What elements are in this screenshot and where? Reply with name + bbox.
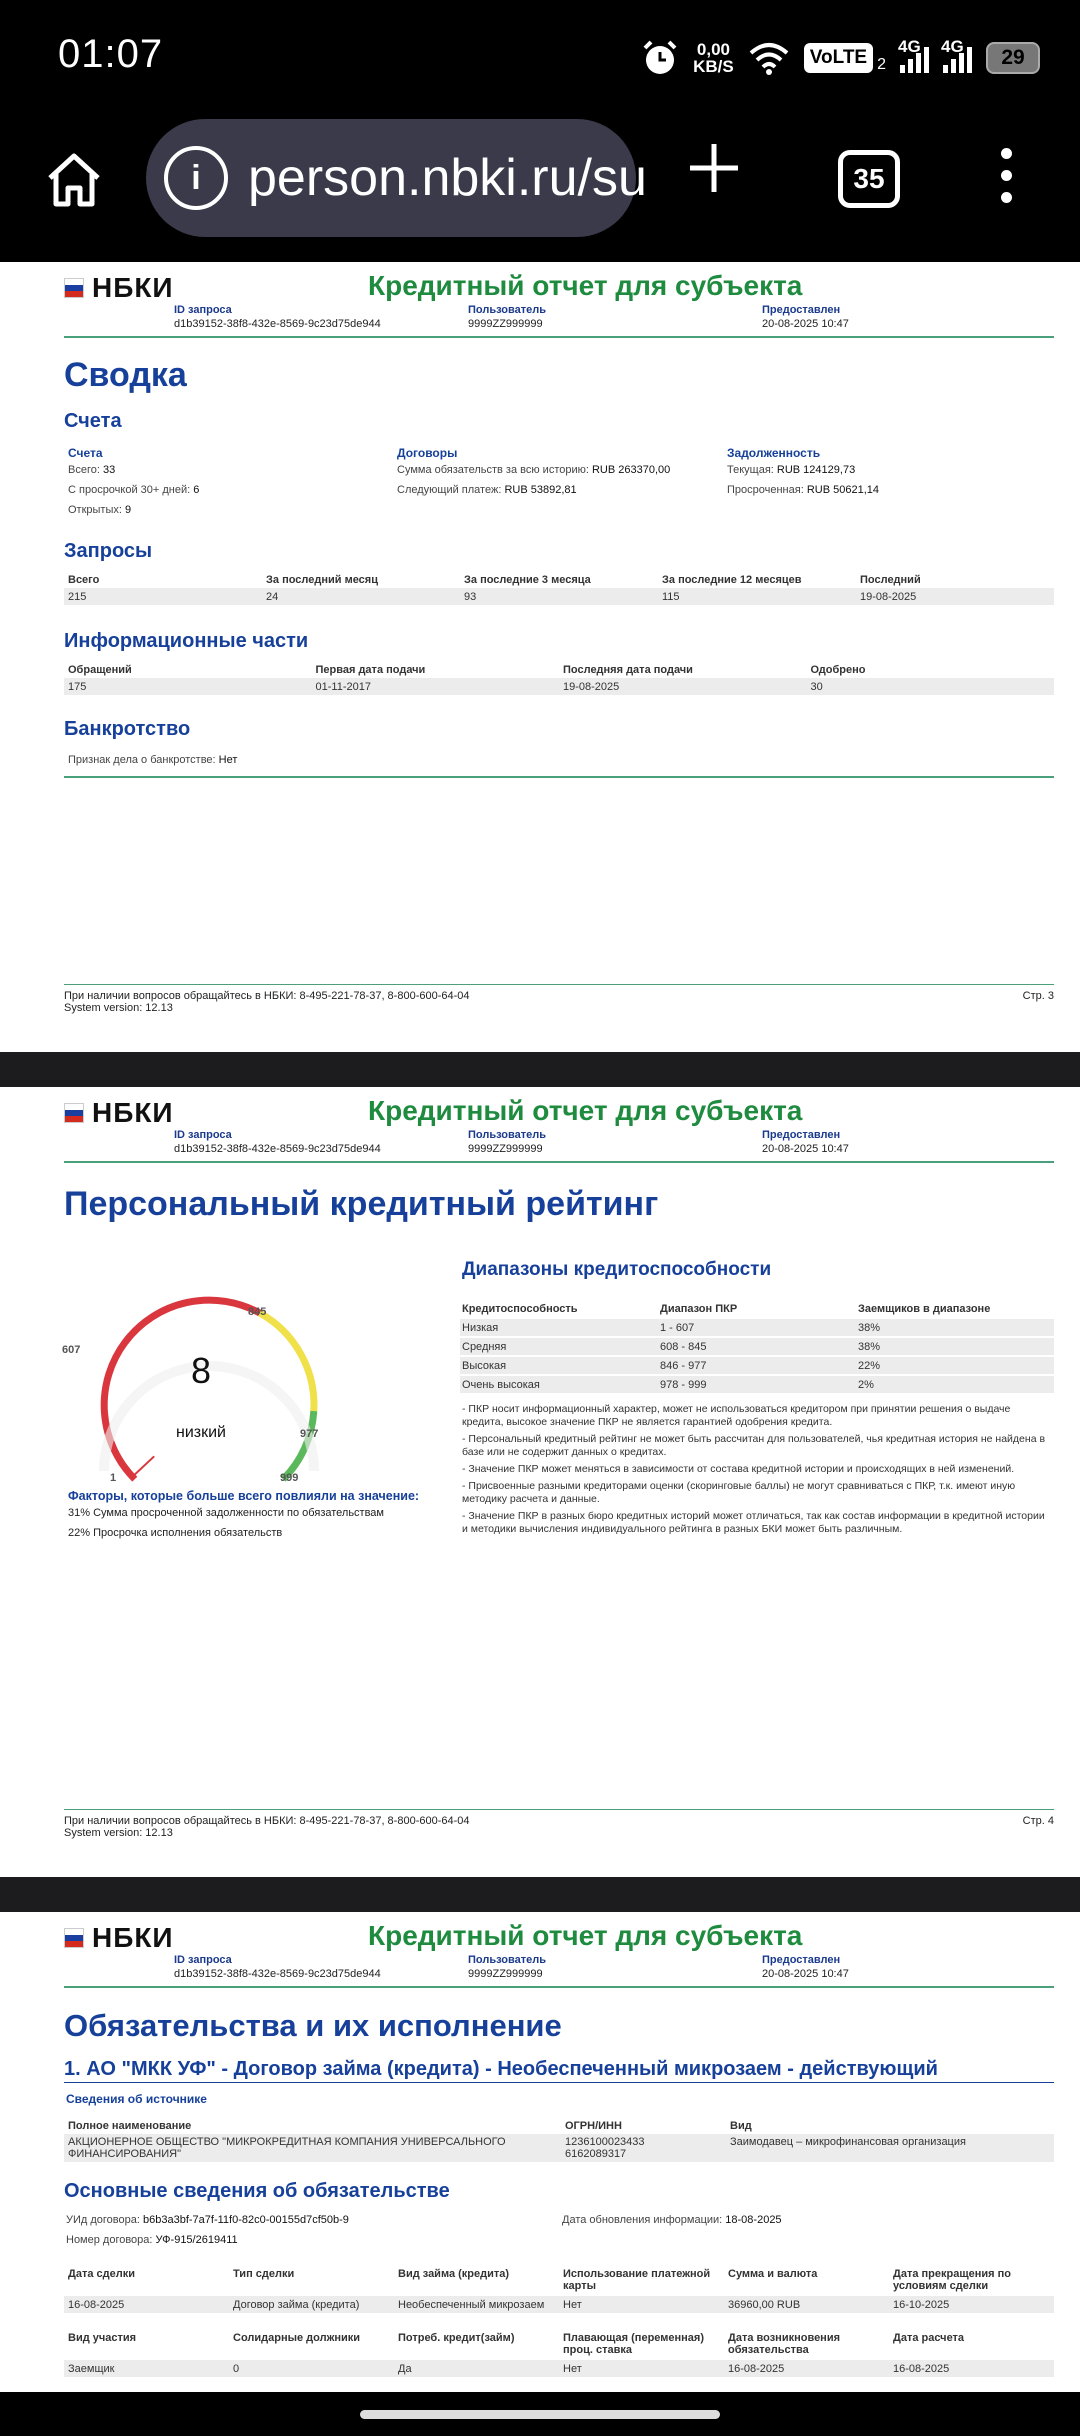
alarm-icon: [641, 39, 679, 77]
flag-icon: [64, 1103, 84, 1123]
debt-overdue: Просроченная: RUB 50621,14: [727, 484, 879, 496]
report-title: Кредитный отчет для субъекта: [368, 1920, 803, 1951]
accounts-total: Всего: 33: [68, 464, 116, 476]
debt-col-title: Задолженность: [727, 446, 821, 460]
table-row: 215 24 93 115 19-08-2025: [64, 588, 1054, 605]
table-row: 175 01-11-2017 19-08-2025 30: [64, 678, 1054, 695]
new-tab-icon[interactable]: [684, 138, 744, 198]
obligation-title: 1. АО "МКК УФ" - Договор займа (кредита) - Необеспеченный микрозаем - действующий: [64, 2058, 938, 2080]
debt-current: Текущая: RUB 124129,73: [727, 464, 856, 476]
address-bar[interactable]: [146, 119, 647, 237]
section-title: Обязательства и их исполнение: [64, 2008, 562, 2043]
bankruptcy-flag: Признак дела о банкротстве: Нет: [68, 754, 238, 766]
rating-word: низкий: [176, 1424, 226, 1441]
gauge-tick-607: 607: [62, 1344, 81, 1356]
report-page-4: [0, 1087, 1080, 1877]
divider: [64, 776, 1054, 778]
report-title: Кредитный отчет для субъекта: [368, 1095, 803, 1126]
report-footer: При наличии вопросов обращайтесь в НБКИ: 8-495-221-78-37, 8-800-600-64-04 System version: 12.13 Стр. 4: [64, 1815, 1054, 1839]
tabs-count-button[interactable]: 35: [838, 150, 900, 208]
menu-icon[interactable]: [996, 148, 1016, 208]
flag-icon: [64, 278, 84, 298]
gauge-tick-999: 999: [280, 1472, 299, 1484]
report-header: [0, 1912, 1080, 1980]
gauge-needle: [132, 1456, 154, 1477]
accounts-overdue: С просрочкой 30+ дней: 6: [68, 484, 200, 496]
url-text: person.nbki.ru/su: [248, 149, 647, 207]
gauge-tick-1: 1: [110, 1472, 117, 1484]
contracts-col-title: Договоры: [397, 446, 458, 460]
main-info-title: Основные сведения об обязательстве: [64, 2180, 450, 2202]
section-title: Сводка: [64, 356, 187, 394]
divider: [64, 2082, 1054, 2083]
home-gesture-bar[interactable]: [360, 2410, 720, 2419]
gauge-arc-low: [104, 1300, 260, 1479]
rating-notes: - ПКР носит информационный характер, может не использоваться кредитором при принятии решения о выдаче кредита, высокое значение ПКР не является гарантией одобрения кредита. - Персональный кредитный рейтинг не может быть рассчитан для пользователей, чья кредитная история не найдена в базе или не содержит данных о кредитах. - Значение ПКР может меняться в зависимости от состава кредитной истории и происходящих в ней изменений. - Присвоенные разными кредиторами оценки (скоринговые баллы) не могут сравниваться с ПКР, т.к. имеют иную методику расчета и данные. - Значение ПКР в разных бюро кредитных историй может отличаться, так как состав информации в кредитной истории и методики вычисления индивидуального рейтинга в разных БКИ может быть различным.: [462, 1403, 1046, 1535]
accounts-col-title: Счета: [68, 446, 103, 460]
report-footer: При наличии вопросов обращайтесь в НБКИ: 8-495-221-78-37, 8-800-600-64-04 System version: 12.13 Стр. 3: [64, 990, 1054, 1014]
accounts-open: Открытых: 9: [68, 504, 132, 516]
bankruptcy-title: Банкротство: [64, 718, 191, 740]
info-icon[interactable]: i: [164, 146, 228, 210]
rating-gauge: [64, 1255, 354, 1495]
signal-icon-1: 4G: [900, 43, 929, 73]
request-id: ID запроса d1b39152-38f8-432e-8569-9c23d75de944: [174, 1954, 381, 1980]
request-id: ID запроса d1b39152-38f8-432e-8569-9c23d75de944: [174, 304, 381, 330]
source-table: Полное наименование ОГРН/ИНН Вид АКЦИОНЕРНОЕ ОБЩЕСТВО "МИКРОКРЕДИТНАЯ КОМПАНИЯ УНИВЕРСАЛЬНОГО ФИНАНСИРОВАНИЯ" 1236100023433 6162089317 Заимодавец – микрофинансовая организация: [64, 2120, 1054, 2162]
deal-table: Дата сделки Тип сделки Вид займа (кредита) Использование платежной карты Сумма и валюта Дата прекращения по условиям сделки 16-08-2025 Договор займа (кредита) Необеспеченный микрозаем Нет 36960,00 RUB 16-10-2025: [64, 2268, 1054, 2313]
nbki-logo: НБКИ: [64, 1922, 174, 1954]
divider: [64, 1161, 1054, 1163]
nav-bar: [0, 2392, 1080, 2436]
report-header: [0, 262, 1080, 330]
status-icons: [641, 36, 1040, 80]
info-parts-table: Обращений Первая дата подачи Последняя дата подачи Одобрено 175 01-11-2017 19-08-2025 30: [64, 664, 1054, 695]
contracts-sum: Сумма обязательств за всю историю: RUB 263370,00: [397, 464, 671, 476]
contract-number: Номер договора: УФ-915/2619411: [66, 2234, 238, 2246]
table-row: 16-08-2025 Договор займа (кредита) Необеспеченный микрозаем Нет 36960,00 RUB 16-10-2025: [64, 2296, 1054, 2313]
volte-badge: VoLTE: [804, 43, 873, 73]
table-row: Высокая 846 - 977 22%: [460, 1357, 1054, 1374]
requests-table: Всего За последний месяц За последние 3 месяца За последние 12 месяцев Последний 215 24 93 115 19-08-2025: [64, 574, 1054, 605]
info-parts-title: Информационные части: [64, 630, 309, 652]
table-row: Низкая 1 - 607 38%: [460, 1319, 1054, 1336]
flag-icon: [64, 1928, 84, 1948]
table-row: Заемщик 0 Да Нет 16-08-2025 16-08-2025: [64, 2360, 1054, 2377]
report-header: [0, 1087, 1080, 1155]
divider: [64, 1986, 1054, 1988]
nbki-logo: НБКИ: [64, 1097, 174, 1129]
ranges-table: Кредитоспособность Диапазон ПКР Заемщиков в диапазоне Низкая 1 - 607 38% Средняя 608 - 845 38% Высокая 846 - 977 22% Очень высокая 978 - 999 2%: [460, 1303, 1054, 1395]
sim-index: 2: [877, 56, 886, 73]
participation-table: Вид участия Солидарные должники Потреб. кредит(займ) Плавающая (переменная) проц. ставка Дата возникновения обязательства Дата расчета Заемщик 0 Да Нет 16-08-2025 16-08-2025: [64, 2332, 1054, 2377]
provided-date: Предоставлен 20-08-2025 10:47: [762, 1954, 849, 1980]
report-page-5: [0, 1912, 1080, 2392]
report-page-3: [0, 262, 1080, 1052]
rating-score: 8: [190, 1350, 212, 1391]
factors-title: Факторы, которые больше всего повлияли на значение:: [68, 1489, 420, 1503]
update-date: Дата обновления информации: 18-08-2025: [562, 2214, 782, 2226]
signal-icon-2: 4G: [943, 43, 972, 73]
page-number: Стр. 4: [1022, 1815, 1054, 1827]
table-row: Очень высокая 978 - 999 2%: [460, 1376, 1054, 1393]
user-id: Пользователь 9999ZZ999999: [468, 1129, 547, 1155]
next-payment: Следующий платеж: RUB 53892,81: [397, 484, 577, 496]
section-title: Персональный кредитный рейтинг: [64, 1185, 659, 1223]
contract-uid: УИд договора: b6b3a3bf-7a7f-11f0-82c0-00155d7cf50b-9: [66, 2214, 349, 2226]
accounts-title: Счета: [64, 410, 122, 432]
battery-indicator: 29: [986, 42, 1040, 74]
browser-toolbar: [0, 110, 1080, 262]
provided-date: Предоставлен 20-08-2025 10:47: [762, 1129, 849, 1155]
report-title: Кредитный отчет для субъекта: [368, 270, 803, 301]
user-id: Пользователь 9999ZZ999999: [468, 304, 547, 330]
footer-divider: [64, 1809, 1054, 1810]
factor-2: 22% Просрочка исполнения обязательств: [68, 1527, 283, 1539]
requests-title: Запросы: [64, 540, 153, 562]
divider: [64, 336, 1054, 338]
clock: 01:07: [58, 32, 164, 76]
source-title: Сведения об источнике: [66, 2092, 207, 2106]
net-speed: 0,00 KB/S: [693, 40, 734, 76]
home-icon[interactable]: [44, 150, 104, 210]
factor-1: 31% Сумма просроченной задолженности по обязательствам: [68, 1507, 384, 1519]
request-id: ID запроса d1b39152-38f8-432e-8569-9c23d75de944: [174, 1129, 381, 1155]
footer-divider: [64, 984, 1054, 985]
status-bar: [0, 0, 1080, 110]
provided-date: Предоставлен 20-08-2025 10:47: [762, 304, 849, 330]
gauge-tick-845: 845: [248, 1306, 267, 1318]
wifi-icon: [748, 41, 790, 75]
table-row: Средняя 608 - 845 38%: [460, 1338, 1054, 1355]
gauge-tick-977: 977: [300, 1428, 319, 1440]
page-number: Стр. 3: [1022, 990, 1054, 1002]
nbki-logo: НБКИ: [64, 272, 174, 304]
user-id: Пользователь 9999ZZ999999: [468, 1954, 547, 1980]
ranges-title: Диапазоны кредитоспособности: [462, 1259, 772, 1280]
table-row: АКЦИОНЕРНОЕ ОБЩЕСТВО "МИКРОКРЕДИТНАЯ КОМПАНИЯ УНИВЕРСАЛЬНОГО ФИНАНСИРОВАНИЯ" 1236100023433 6162089317 Заимодавец – микрофинансовая организация: [64, 2134, 1054, 2162]
